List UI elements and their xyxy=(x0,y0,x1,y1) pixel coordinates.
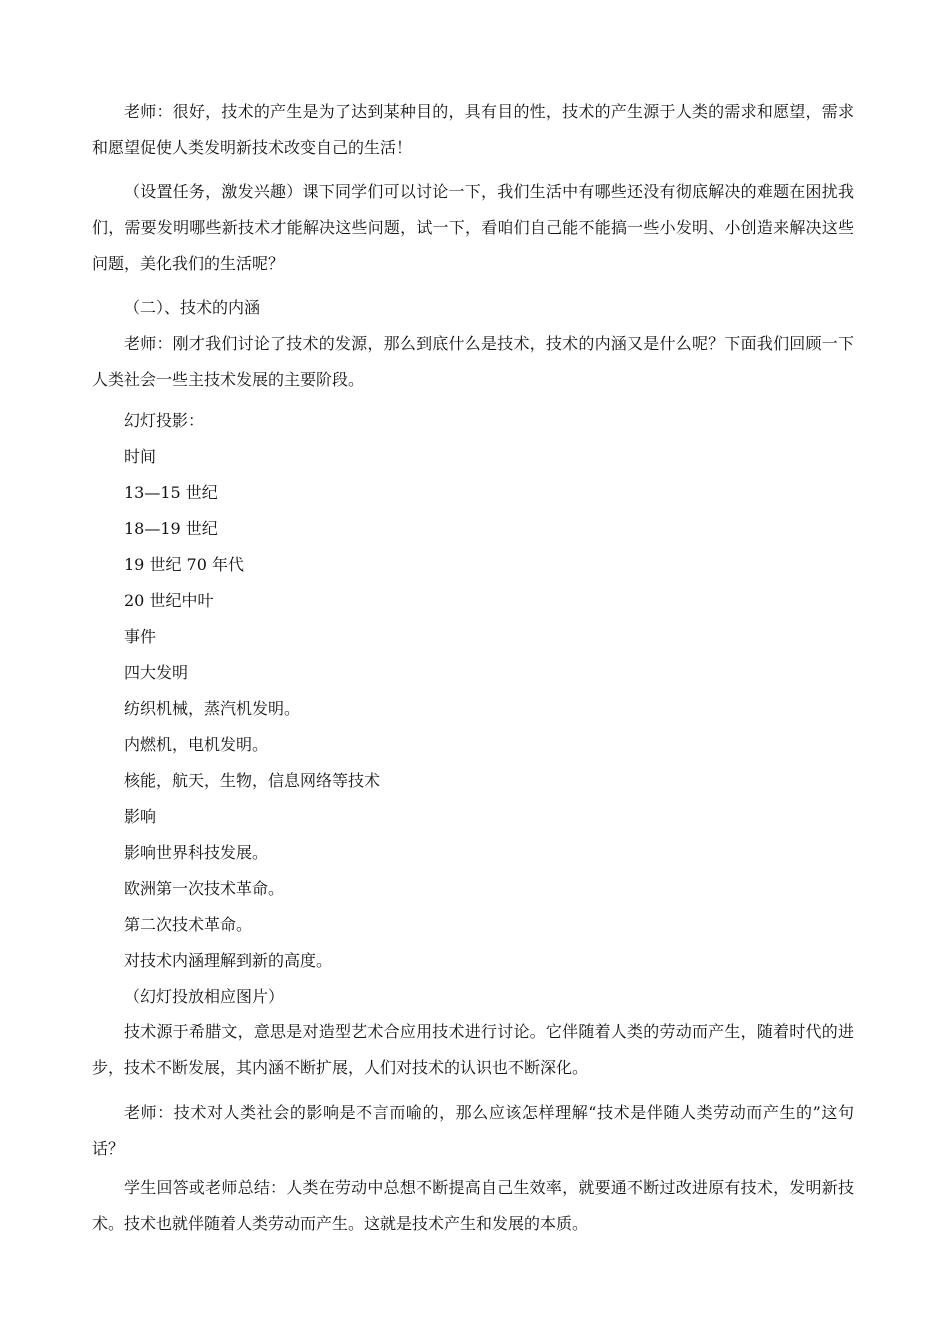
time-item: 20 世纪中叶 xyxy=(124,591,214,610)
paragraph-teacher-review: 老师：刚才我们讨论了技术的发源，那么到底什么是技术，技术的内涵又是什么呢？下面我们回顾一下人类社会一些主技术发展的主要阶段。 xyxy=(92,334,854,389)
paragraph-technology-origin: 技术源于希腊文，意思是对造型艺术合应用技术进行讨论。它伴随着人类的劳动而产生，随着时代的进步，技术不断发展，其内涵不断扩展，人们对技术的认识也不断深化。 xyxy=(92,1022,854,1077)
paragraph-teacher-purpose: 老师：很好，技术的产生是为了达到某种目的，具有目的性，技术的产生源于人类的需求和愿望，需求和愿望促使人类发明新技术改变自己的生活！ xyxy=(92,102,854,157)
event-header: 事件 xyxy=(124,627,157,646)
paragraph-summary: 学生回答或老师总结：人类在劳动中总想不断提高自己生效率，就要通不断过改进原有技术，发明新技术。技术也就伴随着人类劳动而产生。这就是技术产生和发展的本质。 xyxy=(92,1178,854,1233)
impact-item: 欧洲第一次技术革命。 xyxy=(124,879,285,898)
slide-intro: 幻灯投影： xyxy=(124,411,205,430)
impact-item: 第二次技术革命。 xyxy=(124,915,253,934)
time-header: 时间 xyxy=(124,447,157,466)
paragraph-task-setting: （设置任务，激发兴趣）课下同学们可以讨论一下，我们生活中有哪些还没有彻底解决的难题在困扰我们，需要发明哪些新技术才能解决这些问题，试一下，看咱们自己能不能搞一些小发明、小创造来解决这些问题，美化我们的生活呢？ xyxy=(92,182,854,273)
impact-item: 对技术内涵理解到新的高度。 xyxy=(124,951,333,970)
time-item: 19 世纪 70 年代 xyxy=(124,555,244,574)
paragraph-teacher-question: 老师：技术对人类社会的影响是不言而喻的，那么应该怎样理解“技术是伴随人类劳动而产生的”这句话？ xyxy=(92,1103,854,1158)
event-item: 四大发明 xyxy=(124,663,189,682)
event-item: 内燃机，电机发明。 xyxy=(124,735,269,754)
event-item: 纺织机械，蒸汽机发明。 xyxy=(124,699,301,718)
section-heading-connotation: （二）、技术的内涵 xyxy=(124,298,261,317)
event-item: 核能，航天，生物，信息网络等技术 xyxy=(124,771,381,790)
impact-header: 影响 xyxy=(124,807,157,826)
impact-item: 影响世界科技发展。 xyxy=(124,843,269,862)
time-item: 18—19 世纪 xyxy=(124,519,218,538)
time-item: 13—15 世纪 xyxy=(124,483,218,502)
slide-note: （幻灯投放相应图片） xyxy=(124,987,285,1006)
